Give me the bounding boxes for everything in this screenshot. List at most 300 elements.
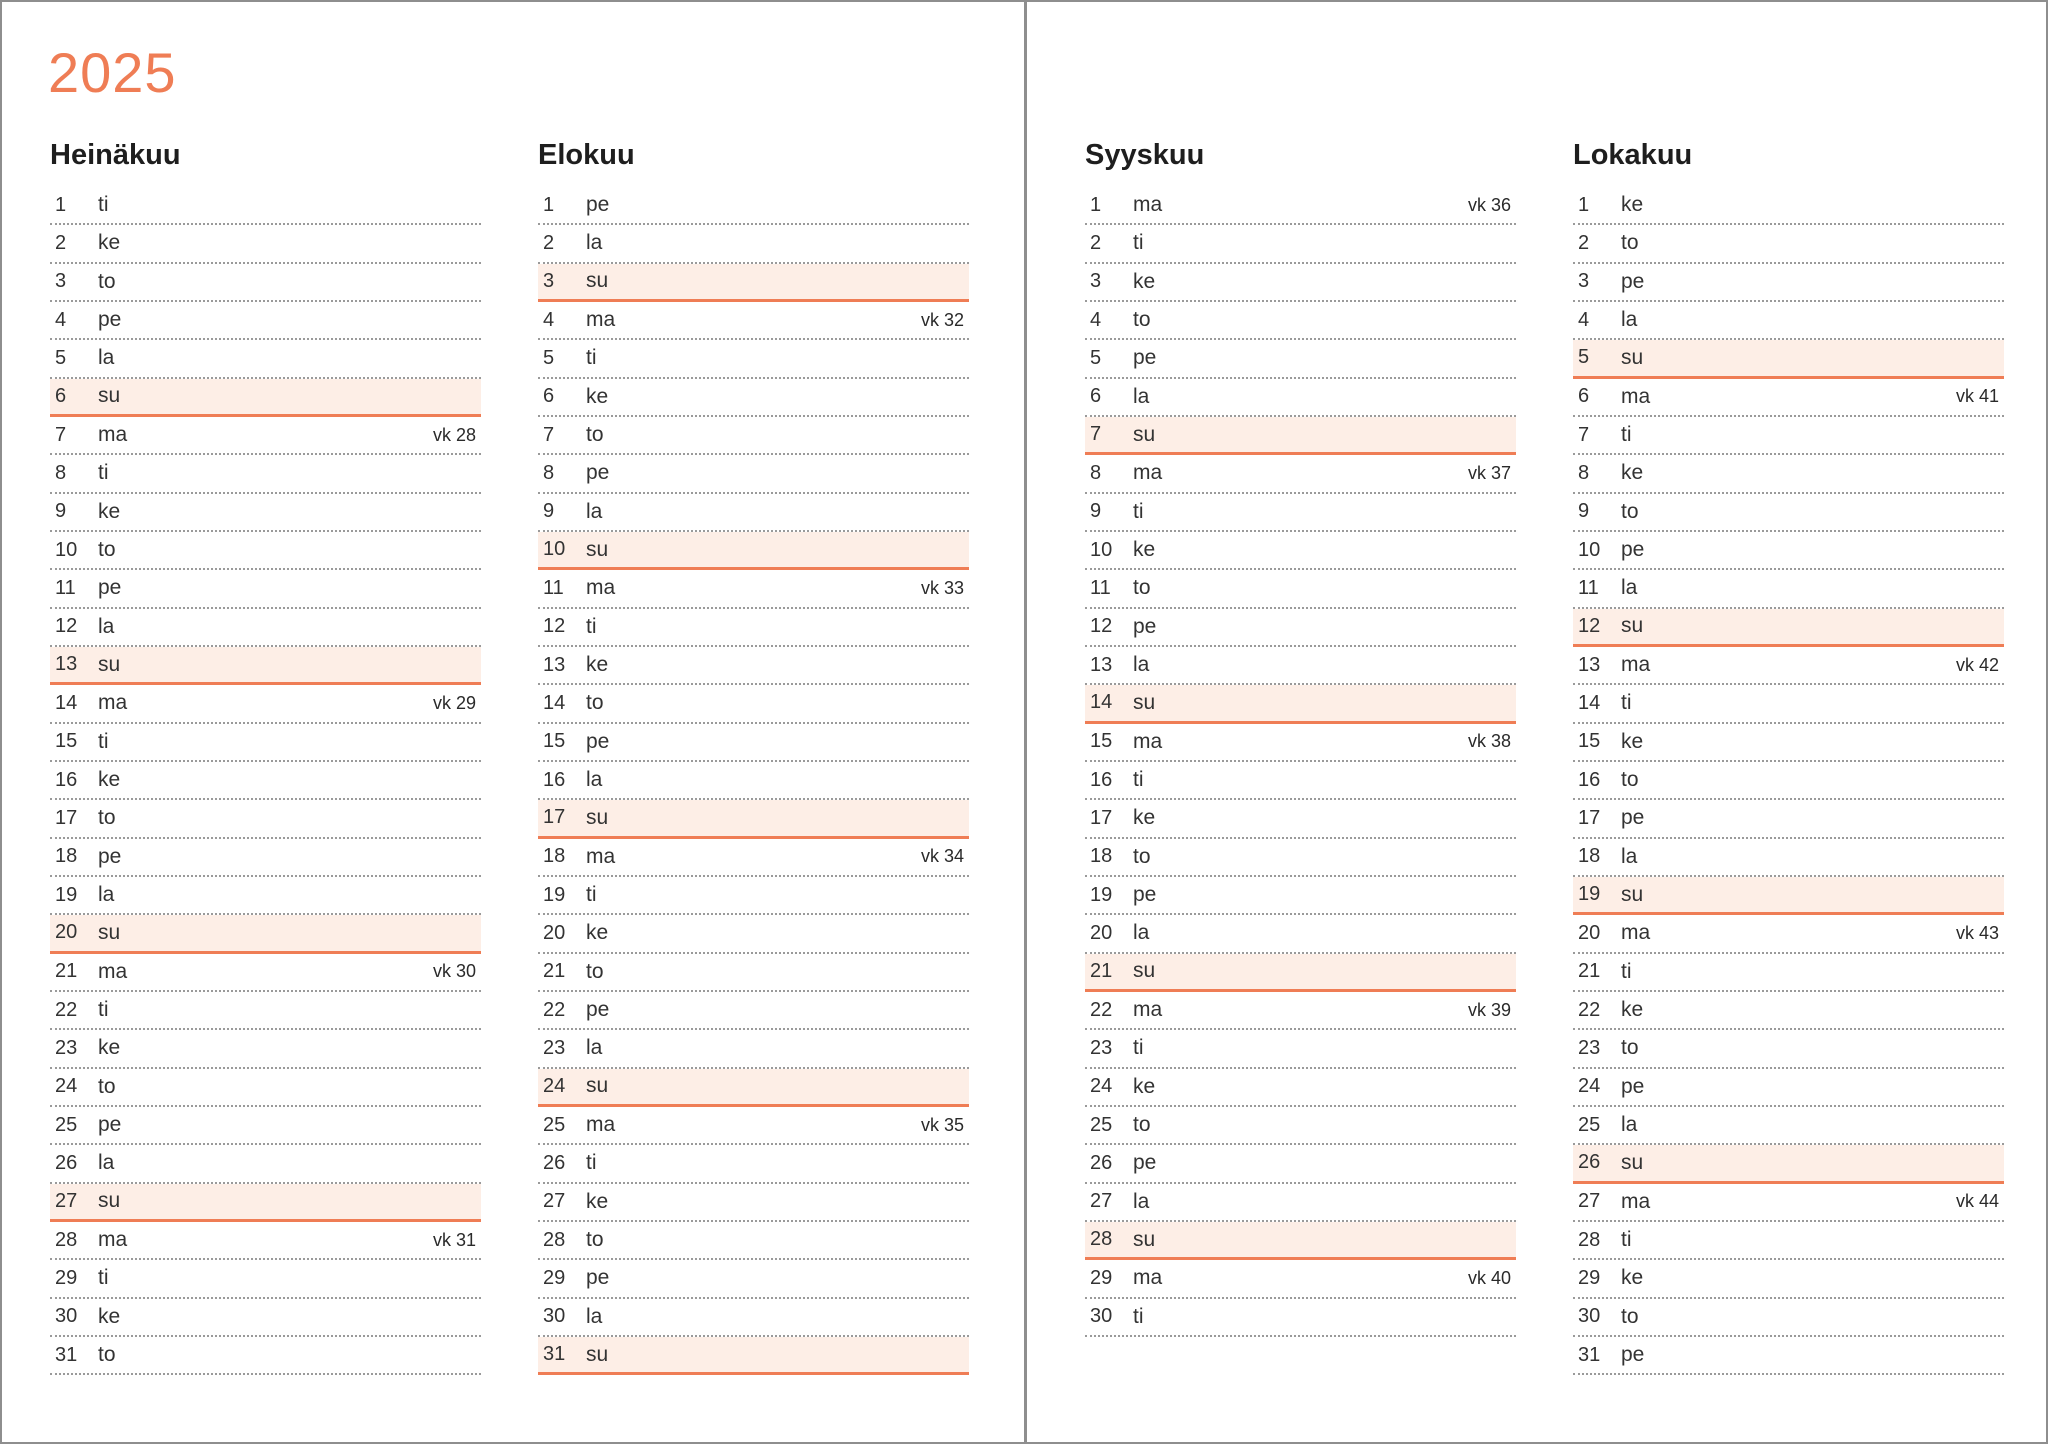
weekday-abbr: ke bbox=[586, 384, 609, 408]
day-row bbox=[1085, 264, 1516, 302]
weekday-abbr: su bbox=[1621, 882, 1644, 906]
day-number: 29 bbox=[55, 1266, 78, 1289]
day-row bbox=[50, 264, 481, 302]
day-row bbox=[1573, 417, 2004, 455]
day-number: 17 bbox=[1578, 806, 1601, 829]
weekday-abbr: ma bbox=[98, 1228, 128, 1252]
day-row bbox=[50, 724, 481, 762]
day-row bbox=[538, 1184, 969, 1222]
weekday-abbr: pe bbox=[586, 998, 610, 1022]
week-number: vk 44 bbox=[1955, 1191, 1999, 1212]
day-row bbox=[1085, 1145, 1516, 1183]
weekday-abbr: ma bbox=[586, 1113, 616, 1137]
weekday-abbr: ti bbox=[1133, 768, 1144, 792]
weekday-abbr: pe bbox=[586, 1266, 610, 1290]
day-number: 26 bbox=[55, 1151, 78, 1174]
weekday-abbr: ke bbox=[1621, 461, 1644, 485]
day-number: 2 bbox=[1090, 231, 1102, 254]
weekday-abbr: ma bbox=[1133, 1266, 1163, 1290]
day-list bbox=[1573, 187, 2004, 1375]
day-row-sunday bbox=[538, 532, 969, 570]
day-row bbox=[1085, 494, 1516, 532]
day-number: 6 bbox=[1578, 385, 1590, 408]
day-number: 19 bbox=[543, 883, 566, 906]
day-row bbox=[1573, 839, 2004, 877]
weekday-abbr: ti bbox=[1133, 499, 1144, 523]
day-row bbox=[538, 762, 969, 800]
day-row bbox=[1085, 609, 1516, 647]
weekday-abbr: to bbox=[1133, 576, 1151, 600]
day-number: 24 bbox=[543, 1074, 566, 1097]
day-number: 11 bbox=[1578, 576, 1599, 599]
day-number: 11 bbox=[55, 576, 76, 599]
day-number: 25 bbox=[1578, 1113, 1601, 1136]
weekday-abbr: to bbox=[1133, 844, 1151, 868]
day-row bbox=[50, 494, 481, 532]
day-number: 25 bbox=[1090, 1113, 1113, 1136]
day-number: 8 bbox=[543, 461, 555, 484]
day-row bbox=[538, 992, 969, 1030]
weekday-abbr: ti bbox=[1133, 1036, 1144, 1060]
day-number: 20 bbox=[55, 921, 78, 944]
day-row bbox=[50, 187, 481, 225]
year-title: 2025 bbox=[48, 41, 177, 104]
day-number: 31 bbox=[1578, 1343, 1601, 1366]
day-row bbox=[50, 225, 481, 263]
day-row bbox=[1085, 1107, 1516, 1145]
weekday-abbr: pe bbox=[1133, 1151, 1157, 1175]
day-number: 12 bbox=[1578, 614, 1601, 637]
week-number: vk 38 bbox=[1467, 731, 1511, 752]
day-number: 30 bbox=[55, 1305, 78, 1328]
day-number: 1 bbox=[1578, 193, 1590, 216]
week-number: vk 35 bbox=[920, 1114, 964, 1135]
day-number: 12 bbox=[1090, 615, 1113, 638]
day-number: 15 bbox=[543, 730, 566, 753]
day-row bbox=[50, 877, 481, 915]
weekday-abbr: ma bbox=[1133, 193, 1163, 217]
day-number: 29 bbox=[1578, 1266, 1601, 1289]
day-number: 22 bbox=[1578, 998, 1601, 1021]
weekday-abbr: ti bbox=[98, 193, 109, 217]
weekday-abbr: to bbox=[98, 1074, 116, 1098]
day-row-sunday bbox=[538, 1337, 969, 1375]
month-column-lokakuu bbox=[1573, 135, 2004, 1375]
weekday-abbr: ke bbox=[1621, 1266, 1644, 1290]
day-number: 9 bbox=[1578, 500, 1590, 523]
weekday-abbr: ma bbox=[1621, 384, 1651, 408]
day-number: 10 bbox=[543, 538, 566, 561]
weekday-abbr: ke bbox=[586, 653, 609, 677]
day-number: 4 bbox=[1090, 308, 1102, 331]
day-row bbox=[1085, 225, 1516, 263]
day-row bbox=[1573, 954, 2004, 992]
weekday-abbr: pe bbox=[1621, 806, 1645, 830]
day-row bbox=[1573, 1299, 2004, 1337]
day-number: 7 bbox=[55, 423, 67, 446]
day-number: 16 bbox=[543, 768, 566, 791]
day-number: 23 bbox=[55, 1036, 78, 1059]
day-row-sunday bbox=[50, 1184, 481, 1222]
weekday-abbr: su bbox=[98, 384, 121, 408]
weekday-abbr: pe bbox=[586, 729, 610, 753]
day-row bbox=[1573, 264, 2004, 302]
day-number: 24 bbox=[1578, 1075, 1601, 1098]
weekday-abbr: ti bbox=[1621, 1228, 1632, 1252]
day-number: 12 bbox=[55, 615, 78, 638]
day-number: 20 bbox=[543, 921, 566, 944]
month-name: Elokuu bbox=[538, 139, 635, 171]
weekday-abbr: pe bbox=[1621, 1343, 1645, 1366]
day-number: 8 bbox=[1578, 461, 1590, 484]
day-row bbox=[538, 685, 969, 723]
day-row-sunday bbox=[50, 647, 481, 685]
weekday-abbr: ma bbox=[98, 423, 128, 447]
weekday-abbr: la bbox=[1621, 844, 1638, 868]
day-number: 21 bbox=[1090, 959, 1113, 982]
day-row bbox=[538, 494, 969, 532]
weekday-abbr: la bbox=[586, 768, 603, 792]
day-number: 21 bbox=[55, 960, 78, 983]
day-number: 27 bbox=[543, 1190, 566, 1213]
weekday-abbr: ma bbox=[98, 959, 128, 983]
weekday-abbr: su bbox=[98, 920, 121, 944]
day-number: 30 bbox=[543, 1305, 566, 1328]
weekday-abbr: ti bbox=[586, 1151, 597, 1175]
day-row bbox=[1573, 1030, 2004, 1068]
day-row bbox=[538, 225, 969, 263]
day-row bbox=[538, 302, 969, 340]
day-row bbox=[538, 417, 969, 455]
weekday-abbr: to bbox=[1133, 1113, 1151, 1137]
weekday-abbr: to bbox=[586, 959, 604, 983]
weekday-abbr: pe bbox=[98, 576, 122, 600]
day-row bbox=[1573, 1260, 2004, 1298]
day-number: 18 bbox=[543, 845, 566, 868]
weekday-abbr: ti bbox=[1621, 423, 1632, 447]
day-number: 6 bbox=[55, 384, 67, 407]
day-number: 28 bbox=[543, 1228, 566, 1251]
day-number: 4 bbox=[55, 308, 67, 331]
weekday-abbr: la bbox=[1621, 576, 1638, 600]
day-number: 14 bbox=[1090, 691, 1113, 714]
day-row bbox=[1085, 915, 1516, 953]
weekday-abbr: pe bbox=[1133, 614, 1157, 638]
weekday-abbr: ke bbox=[98, 499, 121, 523]
day-number: 6 bbox=[543, 385, 555, 408]
day-number: 23 bbox=[1090, 1036, 1113, 1059]
day-number: 30 bbox=[1578, 1305, 1601, 1328]
day-number: 17 bbox=[55, 806, 78, 829]
day-number: 22 bbox=[1090, 998, 1113, 1021]
week-number: vk 37 bbox=[1467, 462, 1511, 483]
day-row-sunday bbox=[1573, 340, 2004, 378]
day-number: 3 bbox=[55, 270, 67, 293]
day-row-sunday bbox=[1573, 609, 2004, 647]
day-row-sunday bbox=[1573, 877, 2004, 915]
day-number: 10 bbox=[1090, 538, 1113, 561]
weekday-abbr: ma bbox=[1133, 998, 1163, 1022]
day-number: 28 bbox=[1090, 1228, 1113, 1251]
weekday-abbr: ke bbox=[1133, 806, 1156, 830]
month-column-syyskuu bbox=[1085, 135, 1516, 1337]
day-number: 14 bbox=[55, 691, 78, 714]
day-number: 16 bbox=[1578, 768, 1601, 791]
day-row bbox=[1573, 1184, 2004, 1222]
day-row bbox=[50, 1222, 481, 1260]
weekday-abbr: pe bbox=[1133, 883, 1157, 907]
day-number: 22 bbox=[55, 998, 78, 1021]
weekday-abbr: la bbox=[586, 1036, 603, 1060]
day-number: 2 bbox=[1578, 231, 1590, 254]
day-number: 1 bbox=[543, 193, 555, 216]
day-number: 17 bbox=[1090, 806, 1113, 829]
day-row bbox=[1573, 532, 2004, 570]
week-number: vk 34 bbox=[920, 846, 964, 867]
day-number: 8 bbox=[1090, 461, 1102, 484]
week-number: vk 30 bbox=[432, 961, 476, 982]
day-row bbox=[1085, 1260, 1516, 1298]
day-number: 8 bbox=[55, 461, 67, 484]
day-number: 13 bbox=[1090, 653, 1113, 676]
weekday-abbr: pe bbox=[98, 308, 122, 332]
day-row-sunday bbox=[1085, 1222, 1516, 1260]
day-number: 20 bbox=[1090, 921, 1113, 944]
day-row bbox=[1085, 379, 1516, 417]
weekday-abbr: la bbox=[98, 883, 115, 907]
day-number: 22 bbox=[543, 998, 566, 1021]
weekday-abbr: ti bbox=[98, 729, 109, 753]
weekday-abbr: su bbox=[1621, 345, 1644, 369]
day-row bbox=[1573, 647, 2004, 685]
day-number: 24 bbox=[55, 1075, 78, 1098]
weekday-abbr: su bbox=[98, 652, 121, 676]
weekday-abbr: to bbox=[586, 691, 604, 715]
day-row bbox=[1573, 1337, 2004, 1375]
day-number: 28 bbox=[1578, 1228, 1601, 1251]
day-number: 13 bbox=[55, 653, 78, 676]
day-number: 9 bbox=[1090, 500, 1102, 523]
day-row bbox=[1085, 647, 1516, 685]
day-row bbox=[50, 340, 481, 378]
day-number: 18 bbox=[1090, 845, 1113, 868]
weekday-abbr: to bbox=[1621, 231, 1639, 255]
day-number: 23 bbox=[1578, 1036, 1601, 1059]
weekday-abbr: ke bbox=[98, 1304, 121, 1328]
weekday-abbr: su bbox=[1621, 1150, 1644, 1174]
day-number: 27 bbox=[55, 1189, 78, 1212]
weekday-abbr: to bbox=[98, 269, 116, 293]
weekday-abbr: su bbox=[586, 1074, 609, 1098]
week-number: vk 43 bbox=[1955, 922, 1999, 943]
day-row bbox=[50, 455, 481, 493]
day-row bbox=[1573, 494, 2004, 532]
week-number: vk 29 bbox=[432, 692, 476, 713]
weekday-abbr: ma bbox=[586, 844, 616, 868]
weekday-abbr: la bbox=[1621, 1113, 1638, 1137]
weekday-abbr: ke bbox=[1621, 193, 1644, 217]
day-row-sunday bbox=[1085, 685, 1516, 723]
day-row bbox=[1573, 1107, 2004, 1145]
weekday-abbr: la bbox=[586, 499, 603, 523]
day-number: 19 bbox=[55, 883, 78, 906]
day-number: 4 bbox=[1578, 308, 1590, 331]
day-number: 2 bbox=[543, 231, 555, 254]
day-row bbox=[1085, 532, 1516, 570]
weekday-abbr: ti bbox=[586, 614, 597, 638]
day-row bbox=[1573, 915, 2004, 953]
week-number: vk 28 bbox=[432, 424, 476, 445]
weekday-abbr: la bbox=[1133, 921, 1150, 945]
weekday-abbr: pe bbox=[98, 844, 122, 868]
day-row bbox=[538, 187, 969, 225]
day-row bbox=[1573, 225, 2004, 263]
day-row bbox=[538, 340, 969, 378]
day-number: 9 bbox=[55, 500, 67, 523]
day-row bbox=[1573, 455, 2004, 493]
day-row bbox=[50, 762, 481, 800]
day-number: 15 bbox=[1578, 730, 1601, 753]
day-row bbox=[1573, 724, 2004, 762]
week-number: vk 33 bbox=[920, 577, 964, 598]
day-number: 26 bbox=[1578, 1151, 1601, 1174]
day-row bbox=[50, 1107, 481, 1145]
weekday-abbr: la bbox=[1133, 384, 1150, 408]
day-row-sunday bbox=[538, 800, 969, 838]
weekday-abbr: la bbox=[98, 1151, 115, 1175]
day-row bbox=[50, 1145, 481, 1183]
day-number: 3 bbox=[1090, 270, 1102, 293]
day-row bbox=[538, 954, 969, 992]
week-number: vk 36 bbox=[1467, 194, 1511, 215]
day-number: 21 bbox=[1578, 960, 1601, 983]
week-number: vk 42 bbox=[1955, 654, 1999, 675]
weekday-abbr: ke bbox=[586, 921, 609, 945]
day-number: 29 bbox=[1090, 1266, 1113, 1289]
day-number: 26 bbox=[543, 1151, 566, 1174]
weekday-abbr: ti bbox=[98, 1266, 109, 1290]
day-row bbox=[50, 1260, 481, 1298]
weekday-abbr: ke bbox=[98, 231, 121, 255]
day-number: 10 bbox=[55, 538, 78, 561]
day-row bbox=[538, 1222, 969, 1260]
weekday-abbr: to bbox=[1621, 768, 1639, 792]
day-row bbox=[538, 570, 969, 608]
weekday-abbr: su bbox=[1621, 614, 1644, 638]
day-number: 7 bbox=[543, 423, 555, 446]
day-number: 17 bbox=[543, 806, 566, 829]
day-row bbox=[538, 1260, 969, 1298]
day-row bbox=[50, 1337, 481, 1375]
weekday-abbr: ke bbox=[1621, 998, 1644, 1022]
day-row bbox=[50, 992, 481, 1030]
day-row-sunday bbox=[50, 915, 481, 953]
weekday-abbr: su bbox=[98, 1189, 121, 1213]
weekday-abbr: pe bbox=[1621, 269, 1645, 293]
day-number: 11 bbox=[1090, 576, 1111, 599]
day-list bbox=[50, 187, 481, 1375]
weekday-abbr: ke bbox=[586, 1189, 609, 1213]
day-row-sunday bbox=[1573, 1145, 2004, 1183]
week-number: vk 32 bbox=[920, 309, 964, 330]
day-row-sunday bbox=[1085, 417, 1516, 455]
day-number: 31 bbox=[543, 1343, 566, 1365]
day-number: 16 bbox=[1090, 768, 1113, 791]
day-row bbox=[1573, 302, 2004, 340]
month-column-elokuu bbox=[538, 135, 969, 1375]
day-number: 15 bbox=[1090, 730, 1113, 753]
day-row bbox=[1573, 762, 2004, 800]
day-number: 7 bbox=[1090, 423, 1102, 446]
day-number: 14 bbox=[1578, 691, 1601, 714]
day-row bbox=[1085, 877, 1516, 915]
day-row bbox=[50, 1030, 481, 1068]
month-name: Syyskuu bbox=[1085, 139, 1205, 171]
day-list bbox=[1085, 187, 1516, 1337]
day-number: 4 bbox=[543, 308, 555, 331]
day-row bbox=[538, 455, 969, 493]
day-number: 9 bbox=[543, 500, 555, 523]
day-row bbox=[50, 609, 481, 647]
week-number: vk 40 bbox=[1467, 1267, 1511, 1288]
day-row bbox=[50, 954, 481, 992]
day-number: 3 bbox=[543, 269, 555, 292]
day-row bbox=[1573, 379, 2004, 417]
day-number: 5 bbox=[55, 346, 67, 369]
day-number: 19 bbox=[1578, 883, 1601, 906]
weekday-abbr: ke bbox=[1133, 1074, 1156, 1098]
day-list bbox=[538, 187, 969, 1375]
month-column-heinakuu bbox=[50, 135, 481, 1375]
day-row bbox=[538, 839, 969, 877]
weekday-abbr: la bbox=[98, 346, 115, 370]
day-row bbox=[538, 724, 969, 762]
day-number: 6 bbox=[1090, 385, 1102, 408]
day-number: 16 bbox=[55, 768, 78, 791]
weekday-abbr: ti bbox=[586, 883, 597, 907]
day-row bbox=[50, 1069, 481, 1107]
day-number: 27 bbox=[1090, 1190, 1113, 1213]
day-number: 2 bbox=[55, 231, 67, 254]
day-row bbox=[1085, 800, 1516, 838]
week-number: vk 31 bbox=[432, 1229, 476, 1250]
day-row-sunday bbox=[1085, 954, 1516, 992]
day-row bbox=[1085, 1299, 1516, 1337]
weekday-abbr: ma bbox=[1621, 653, 1651, 677]
day-number: 19 bbox=[1090, 883, 1113, 906]
weekday-abbr: ma bbox=[98, 691, 128, 715]
day-row bbox=[1573, 1222, 2004, 1260]
right-page bbox=[1024, 0, 2048, 1444]
day-number: 5 bbox=[1090, 346, 1102, 369]
day-row bbox=[1085, 1184, 1516, 1222]
day-number: 7 bbox=[1578, 423, 1590, 446]
weekday-abbr: su bbox=[1133, 690, 1156, 714]
day-number: 5 bbox=[1578, 346, 1590, 369]
day-row bbox=[538, 647, 969, 685]
day-number: 25 bbox=[55, 1113, 78, 1136]
day-row bbox=[1085, 762, 1516, 800]
weekday-abbr: pe bbox=[98, 1113, 122, 1137]
day-row bbox=[1573, 570, 2004, 608]
weekday-abbr: su bbox=[1133, 422, 1156, 446]
weekday-abbr: su bbox=[586, 1342, 609, 1366]
day-row bbox=[1085, 839, 1516, 877]
day-number: 13 bbox=[543, 653, 566, 676]
weekday-abbr: su bbox=[586, 537, 609, 561]
weekday-abbr: su bbox=[586, 269, 609, 293]
week-number: vk 41 bbox=[1955, 386, 1999, 407]
